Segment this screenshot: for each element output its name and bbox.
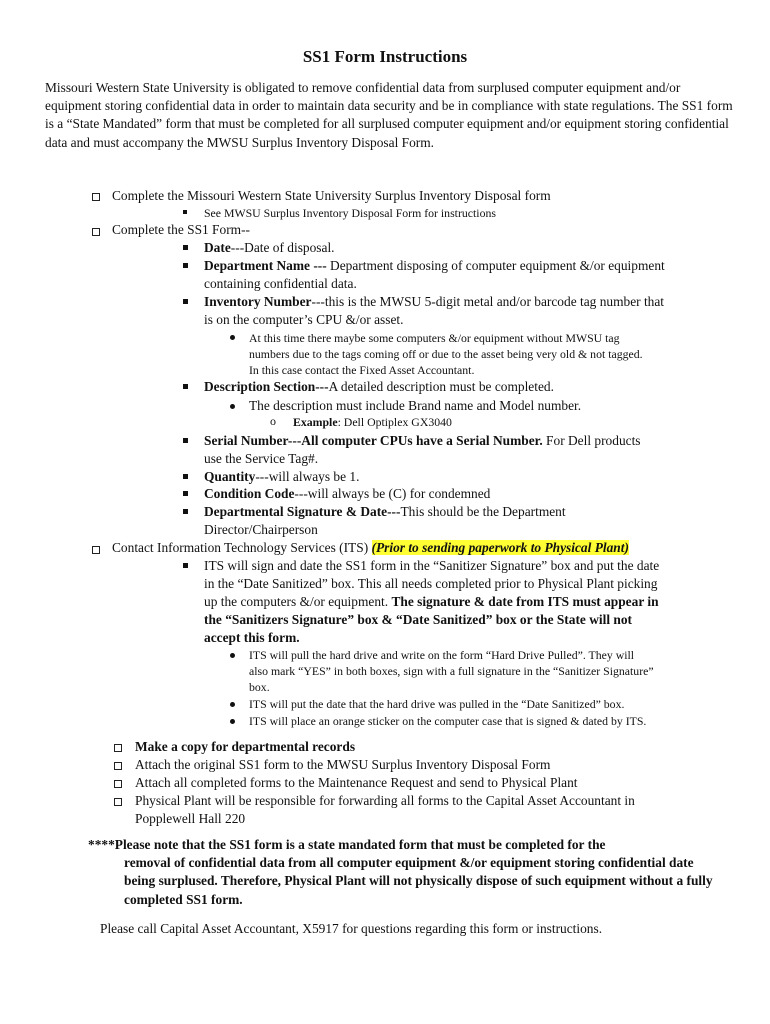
square-bullet-icon xyxy=(183,384,188,389)
step-contact-its: Contact Information Technology Services (ITS) (Prior to sending paperwork to Physical Plant) xyxy=(112,540,629,555)
its-note-2: ITS will put the date that the hard drive was pulled in the “Date Sanitized” box. xyxy=(249,697,625,711)
its-note-1-end: box. xyxy=(249,680,270,694)
field-inventory: Inventory Number---this is the MWSU 5-digit metal and/or barcode tag number that xyxy=(204,294,665,309)
footer-contact: Please call Capital Asset Accountant, X5917 for questions regarding this form or instructions. xyxy=(100,921,603,936)
square-bullet-icon xyxy=(183,509,188,514)
checkbox-bullet-icon xyxy=(92,228,100,236)
step-physical-plant-cont: Popplewell Hall 220 xyxy=(135,811,246,826)
field-description: Description Section---A detailed description must be completed. xyxy=(204,379,554,394)
page-title: SS1 Form Instructions xyxy=(302,47,468,66)
square-bullet-icon xyxy=(183,245,188,250)
dot-bullet-icon xyxy=(230,653,235,658)
dot-bullet-icon xyxy=(230,719,235,724)
square-bullet-icon xyxy=(183,563,188,568)
step-physical-plant: Physical Plant will be responsible for forwarding all forms to the Capital Asset Accountant in xyxy=(135,793,635,808)
field-signature: Departmental Signature & Date---This should be the Department xyxy=(204,504,566,519)
square-bullet-icon xyxy=(183,210,187,214)
field-serial: Serial Number---All computer CPUs have a Serial Number. For Dell products xyxy=(204,433,641,448)
description-note: The description must include Brand name and Model number. xyxy=(249,398,582,413)
its-note-1: ITS will pull the hard drive and write on the form “Hard Drive Pulled”. They will xyxy=(249,648,635,662)
checkbox-bullet-icon xyxy=(114,798,122,806)
its-instruction-3: up the computers &/or equipment. The signature & date from ITS must appear in xyxy=(204,594,659,609)
field-quantity: Quantity---will always be 1. xyxy=(204,469,360,484)
field-inventory-cont: is on the computer’s CPU &/or asset. xyxy=(204,312,404,327)
its-instruction-4: the “Sanitizers Signature” box & “Date Sanitized” box or the State will not xyxy=(204,612,632,627)
its-instruction-1: ITS will sign and date the SS1 form in the “Sanitizer Signature” box and put the date xyxy=(204,558,660,573)
inventory-note-1: At this time there maybe some computers &/or equipment without MWSU tag xyxy=(249,331,620,345)
step-disposal-form-note: See MWSU Surplus Inventory Disposal Form for instructions xyxy=(204,206,496,220)
step-maintenance: Attach all completed forms to the Maintenance Request and send to Physical Plant xyxy=(135,775,578,790)
checkbox-bullet-icon xyxy=(114,762,122,770)
dot-bullet-icon xyxy=(230,702,235,707)
step-copy: Make a copy for departmental records xyxy=(135,739,356,754)
field-signature-cont: Director/Chairperson xyxy=(204,522,318,537)
square-bullet-icon xyxy=(183,491,188,496)
field-serial-cont: use the Service Tag#. xyxy=(204,451,319,466)
its-instruction-2: in the “Date Sanitized” box. This all needs completed prior to Physical Plant picking xyxy=(204,576,658,591)
inventory-note-3: In this case contact the Fixed Asset Accountant. xyxy=(249,363,475,377)
field-condition: Condition Code---will always be (C) for condemned xyxy=(204,486,491,501)
intro-paragraph: Missouri Western State University is obligated to remove confidential data from surplused computer equipment and/or equipment storing confidential data in order to maintain data security and be in compliance with state regulations. The SS1 form is a “State Mandated” form that must be completed for all surplused computer equipment and/or equipment storing confidential data and must accompany the MWSU Surplus Inventory Disposal Form. xyxy=(45,80,733,150)
step-ss1-form: Complete the SS1 Form-- xyxy=(112,222,250,237)
circle-bullet-icon: o xyxy=(270,414,276,428)
square-bullet-icon xyxy=(183,299,188,304)
checkbox-bullet-icon xyxy=(114,780,122,788)
its-note-3: ITS will place an orange sticker on the computer case that is signed & dated by ITS. xyxy=(249,714,647,728)
field-date: Date---Date of disposal. xyxy=(204,240,335,255)
warning-note: ****Please note that the SS1 form is a state mandated form that must be completed for the removal of confidential data from all computer equipment &/or equipment storing confidential date being surplused. Therefore, Physical Plant will not physically dispose of such equipment without a fully completed SS1 form. xyxy=(88,837,713,907)
inventory-note-2: numbers due to the tags coming off or due to the asset being very old & not tagged. xyxy=(249,347,643,361)
field-department-cont: containing confidential data. xyxy=(204,276,357,291)
checkbox-bullet-icon xyxy=(92,193,100,201)
step-attach: Attach the original SS1 form to the MWSU Surplus Inventory Disposal Form xyxy=(135,757,551,772)
highlight-note: (Prior to sending paperwork to Physical Plant) xyxy=(371,540,629,555)
its-instruction-5: accept this form. xyxy=(204,630,300,645)
step-disposal-form: Complete the Missouri Western State University Surplus Inventory Disposal form xyxy=(112,188,551,203)
checkbox-bullet-icon xyxy=(114,744,122,752)
its-note-1-cont: also mark “YES” in both boxes, sign with a full signature in the “Sanitizer Signature” xyxy=(249,664,654,678)
square-bullet-icon xyxy=(183,263,188,268)
description-example: Example: Dell Optiplex GX3040 xyxy=(293,415,452,429)
square-bullet-icon xyxy=(183,438,188,443)
dot-bullet-icon xyxy=(230,335,235,340)
square-bullet-icon xyxy=(183,474,188,479)
dot-bullet-icon xyxy=(230,404,235,409)
checkbox-bullet-icon xyxy=(92,546,100,554)
field-department: Department Name --- Department disposing of computer equipment &/or equipment xyxy=(204,258,665,273)
